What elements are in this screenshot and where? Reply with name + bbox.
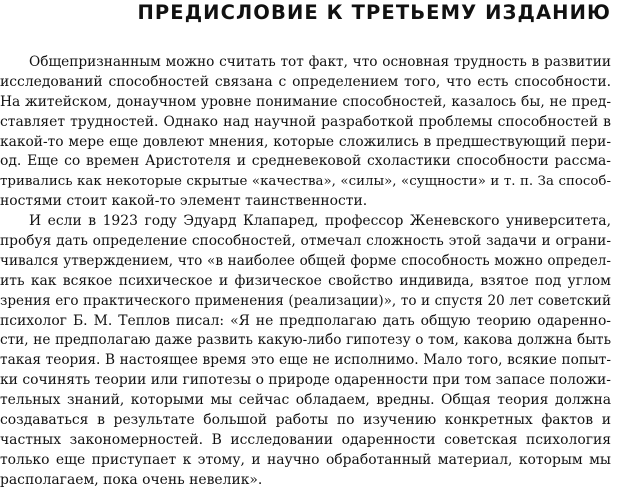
text-line: И если в 1923 году Эдуард Клапаред, профессор Женевского университета, [29,213,611,230]
text-line: такая теория. В настоящее время это еще не исполнимо. Мало того, всякие попыт- [0,352,611,369]
text-line: частных закономерностей. В исследовании одаренности советская психология [0,431,611,448]
text-line: психолог Б. М. Теплов писал: «Я не предполагаю дать общую теорию одаренно- [0,312,611,329]
text-line: создаваться в результате большой работы по изучению конкретных фактов и [0,412,611,429]
text-line: располагаем, пока очень невелик». [0,471,263,488]
text-line: сти, не предполагаю даже развить какую-либо гипотезу о том, какова должна быть [0,332,611,349]
text-line: зрения его практического применения (реализации)», то и спустя 20 лет советский [0,292,611,309]
body-text [0,53,611,491]
section-heading: ПРЕДИСЛОВИЕ К ТРЕТЬЕМУ ИЗДАНИЮ [137,1,611,24]
text-line: пробуя дать определение способностей, отмечал сложность этой задачи и ограни- [0,233,611,250]
text-line: тривались как некоторые скрытые «качества», «силы», «сущности» и т. п. За способ- [0,174,611,190]
text-line: Общепризнанным можно считать тот факт, что основная трудность в развитии [29,54,611,70]
text-line: чивался утверждением, что «в наиболее общей форме способность можно определ- [0,252,611,269]
text-line: од. Еще со времен Аристотеля и средневековой схоластики способности рассма- [0,153,611,170]
text-line: только еще приступает к этому, и научно обработанный материал, которым мы [0,451,611,468]
text-line: исследований способностей связана с определением того, что есть способности. [0,73,611,90]
text-line: На житейском, донаучном уровне понимание способностей, казалось бы, не пред- [0,93,611,110]
text-line: тельных знаний, которыми мы сейчас обладаем, вредны. Общая теория должна [0,392,611,409]
text-line: ставляет трудностей. Однако над научной разработкой проблемы способностей в [0,113,611,130]
text-line: ки сочинять теории или гипотезы о природе одаренности при том запасе положи- [0,372,611,389]
text-line: ностями стоит какой-то элемент таинственности. [0,193,368,210]
text-line: ить как всякое психическое и физическое свойство индивида, взятое под углом [0,272,611,289]
text-line: какой-то мере еще довлеют мнения, которые сложились в предшествующий пери- [0,133,611,150]
